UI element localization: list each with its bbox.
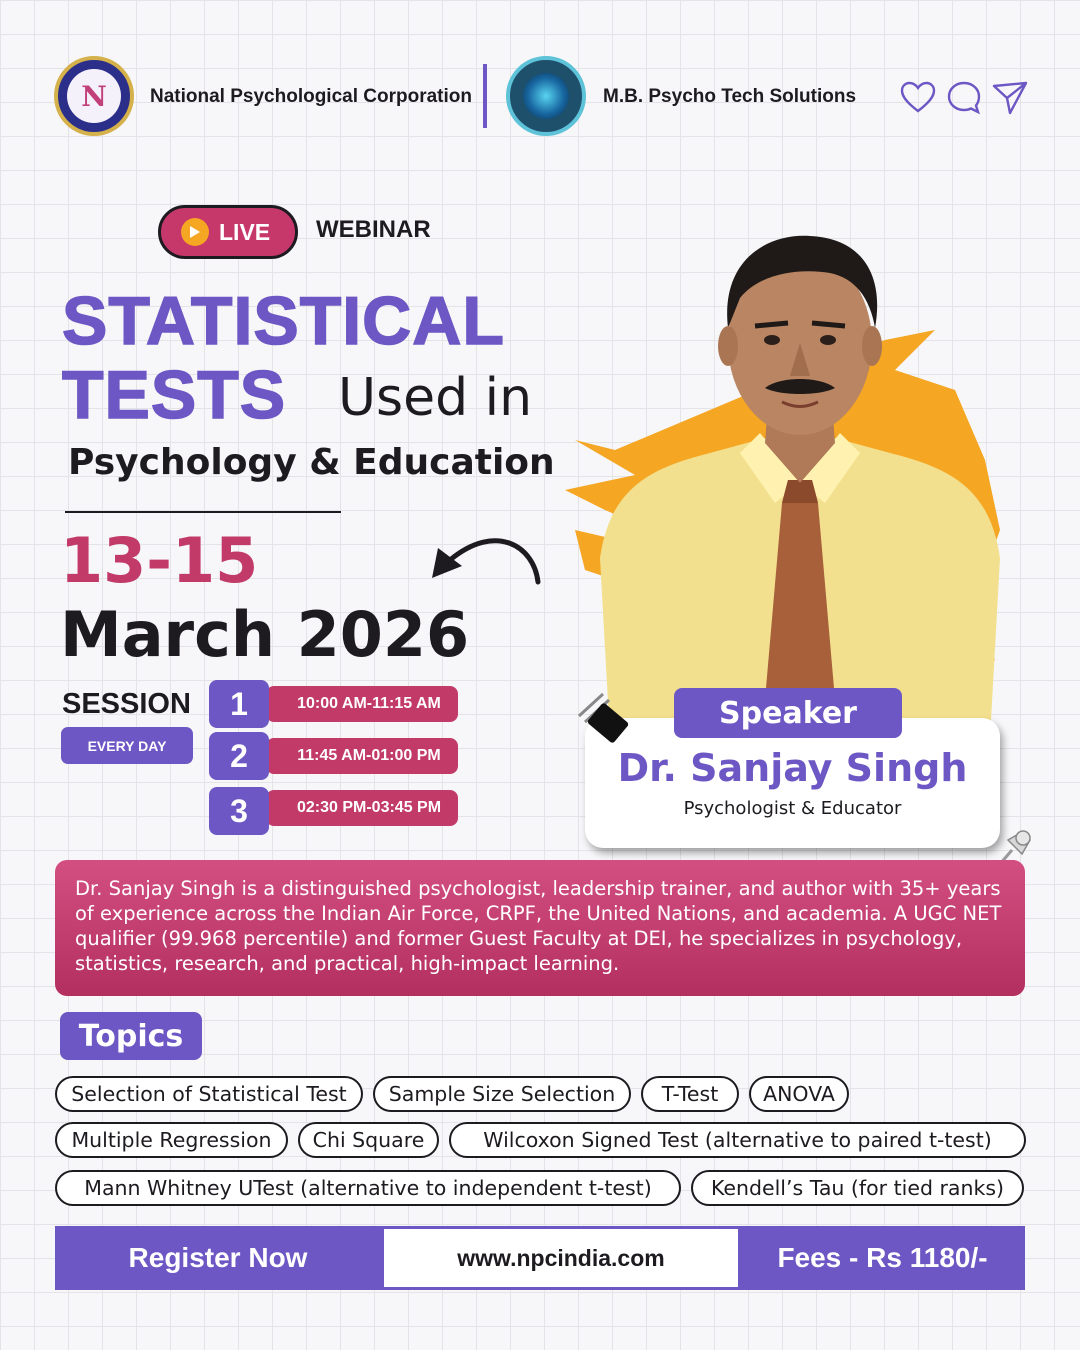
session-time-1: 10:00 AM-11:15 AM <box>266 686 458 722</box>
binder-clip-icon <box>573 686 631 748</box>
speaker-tag: Speaker <box>674 688 902 738</box>
session-frequency-badge: EVERY DAY <box>61 727 193 764</box>
session-label: SESSION <box>62 688 191 720</box>
brain-globe-icon <box>523 73 569 119</box>
topic-chip: ANOVA <box>749 1076 849 1112</box>
curved-arrow-icon <box>426 526 546 588</box>
speaker-role: Psychologist & Educator <box>683 798 902 819</box>
topic-chip: Sample Size Selection <box>373 1076 631 1112</box>
npc-logo-monogram-icon: N <box>67 69 121 123</box>
heart-icon[interactable] <box>900 80 936 116</box>
session-number-3: 3 <box>209 787 269 835</box>
live-badge <box>158 205 298 259</box>
session-time-3: 02:30 PM-03:45 PM <box>266 790 458 826</box>
title-line-2: TESTS <box>62 357 287 433</box>
topics-heading: Topics <box>60 1012 202 1060</box>
topic-chip: Multiple Regression <box>55 1122 288 1158</box>
send-icon[interactable] <box>992 80 1028 116</box>
title-divider <box>65 511 341 513</box>
topic-chip: Selection of Statistical Test <box>55 1076 363 1112</box>
speaker-bio: Dr. Sanjay Singh is a distinguished psychologist, leadership trainer, and author with 35+ years of experience across the Indian Air Force, CRPF, the United Nations, and academia. A UGC NET qualifier (99.968 percentile) and former Guest Faculty at DEI, he specializes in psychology, statistics, research, and practical, high-impact learning. <box>75 877 1002 975</box>
topic-chip: Wilcoxon Signed Test (alternative to paired t-test) <box>449 1122 1026 1158</box>
session-number-2: 2 <box>209 732 269 780</box>
event-month-year: March 2026 <box>60 598 470 671</box>
org-name-mb: M.B. Psycho Tech Solutions <box>603 86 857 107</box>
play-icon <box>181 218 209 246</box>
mb-psycho-tech-logo-icon <box>506 56 586 136</box>
speaker-name: Dr. Sanjay Singh <box>617 746 968 790</box>
topic-chip: T-Test <box>641 1076 739 1112</box>
fees-label: Fees - Rs 1180/- <box>777 1242 988 1273</box>
event-date-range: 13-15 <box>60 524 259 597</box>
speaker-bio-box <box>55 860 1025 996</box>
org-name-npc: National Psychological Corporation <box>150 86 472 107</box>
header-divider <box>483 64 487 128</box>
session-number-1: 1 <box>209 680 269 728</box>
website-link[interactable]: www.npcindia.com <box>384 1229 738 1287</box>
topic-chip: Chi Square <box>298 1122 439 1158</box>
webinar-label: WEBINAR <box>316 216 431 243</box>
speaker-photo <box>590 228 1010 738</box>
topic-chip: Mann Whitney UTest (alternative to independent t-test) <box>55 1170 681 1206</box>
comment-icon[interactable] <box>946 80 982 116</box>
live-label: LIVE <box>219 218 271 245</box>
title-line-1: STATISTICAL <box>62 283 505 359</box>
register-now-button[interactable]: Register Now <box>128 1242 308 1273</box>
title-connector: Used in <box>338 368 533 428</box>
page-subtitle: Psychology & Education <box>68 442 555 483</box>
session-time-2: 11:45 AM-01:00 PM <box>266 738 458 774</box>
npc-logo-icon <box>54 56 134 136</box>
topic-chip: Kendell’s Tau (for tied ranks) <box>691 1170 1024 1206</box>
